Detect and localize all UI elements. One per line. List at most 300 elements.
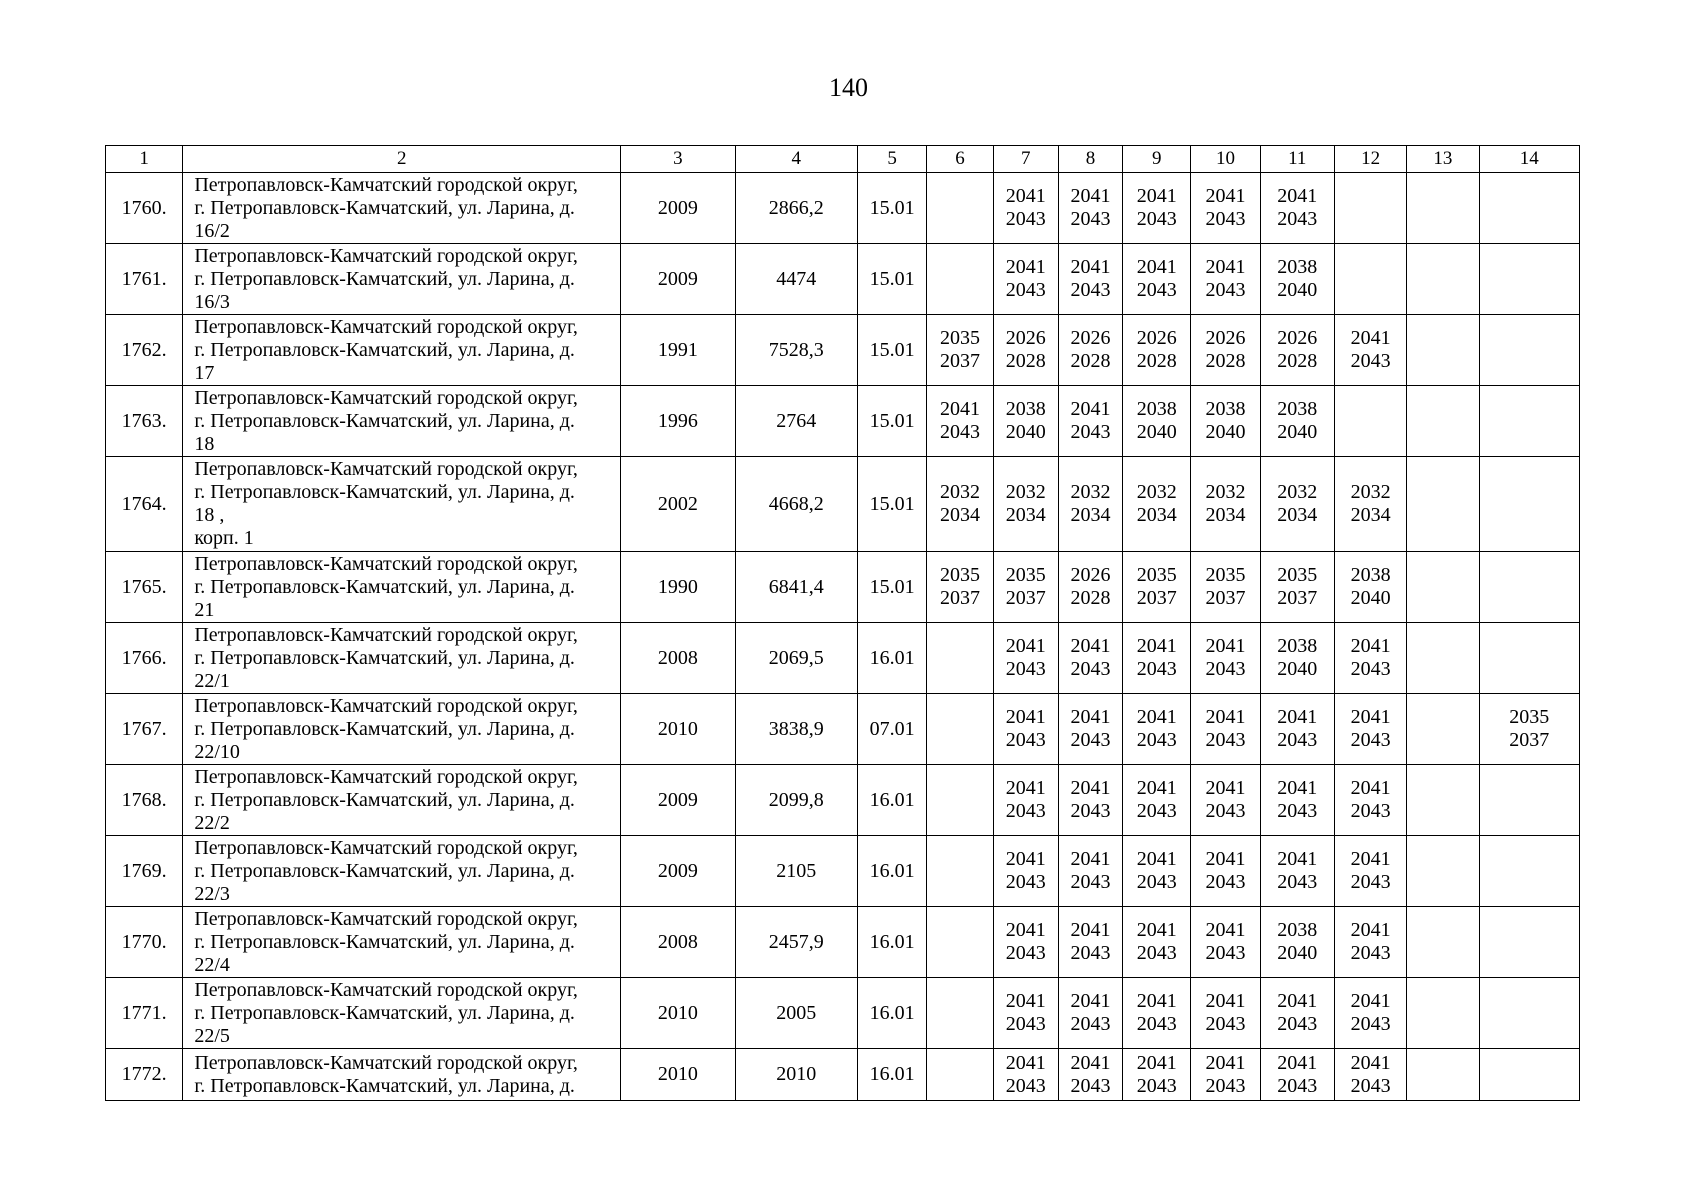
period-end-year: 2043 — [1205, 1013, 1246, 1035]
period-end-year: 2043 — [1277, 871, 1318, 893]
period-cell-col-7 — [993, 552, 1058, 623]
period-cell-col-8 — [1058, 315, 1122, 386]
period-cell-col-7 — [993, 1049, 1058, 1101]
period-end-year: 2043 — [1005, 208, 1046, 230]
build-year-cell: 2010 — [621, 1049, 735, 1101]
period-cell-col-6 — [927, 978, 993, 1049]
address-line: 18 , — [194, 504, 225, 526]
period-start-year: 2041 — [1070, 919, 1111, 941]
table-row — [106, 386, 1580, 457]
period-end-year: 2043 — [1005, 279, 1046, 301]
period-start-year: 2041 — [1070, 398, 1111, 420]
period-cell-col-8 — [1058, 552, 1122, 623]
period-end-year: 2043 — [1070, 279, 1111, 301]
period-start-year: 2041 — [1005, 777, 1046, 799]
period-end-year: 2034 — [939, 504, 980, 526]
period-cell-col-9 — [1123, 907, 1191, 978]
address-cell — [183, 1049, 621, 1101]
period-start-year: 2026 — [1277, 327, 1318, 349]
period-cell-col-14 — [1479, 836, 1580, 907]
address-line: г. Петропавловск-Камчатский, ул. Ларина, д. — [194, 481, 575, 503]
period-cell-col-13 — [1407, 907, 1479, 978]
address-line: г. Петропавловск-Камчатский, ул. Ларина, д. — [194, 196, 575, 219]
period-start-year: 2041 — [1070, 256, 1111, 278]
period-start-year: 2041 — [1136, 777, 1177, 799]
period-cell-col-7 — [993, 244, 1058, 315]
period-cell-col-12 — [1334, 386, 1406, 457]
period-cell-col-6 — [927, 457, 993, 552]
address-line: Петропавловск-Камчатский городской округ, — [194, 244, 578, 267]
period-start-year: 2035 — [1277, 564, 1318, 586]
period-cell-col-10 — [1191, 457, 1260, 552]
period-cell-col-11 — [1260, 173, 1334, 244]
period-cell-col-12 — [1334, 907, 1406, 978]
address-cell — [183, 386, 621, 457]
period-end-year: 2028 — [1205, 350, 1246, 372]
address-cell — [183, 907, 621, 978]
code-cell: 16.01 — [858, 765, 927, 836]
period-start-year: 2035 — [939, 564, 980, 586]
period-end-year: 2040 — [1205, 421, 1246, 443]
address-line: Петропавловск-Камчатский городской округ, — [194, 836, 578, 859]
period-cell-col-11 — [1260, 765, 1334, 836]
area-cell: 4668,2 — [735, 457, 857, 552]
period-end-year: 2043 — [1350, 871, 1391, 893]
period-start-year: 2041 — [1350, 327, 1391, 349]
period-cell-col-13 — [1407, 552, 1479, 623]
period-start-year: 2041 — [1277, 777, 1318, 799]
period-start-year: 2035 — [1205, 564, 1246, 586]
address-cell — [183, 623, 621, 694]
period-cell-col-14 — [1479, 386, 1580, 457]
address-cell — [183, 552, 621, 623]
period-start-year: 2041 — [1136, 919, 1177, 941]
period-cell-col-6 — [927, 765, 993, 836]
period-start-year: 2026 — [1205, 327, 1246, 349]
address-line: 16/2 — [194, 219, 230, 242]
period-cell-col-7 — [993, 978, 1058, 1049]
area-cell: 3838,9 — [735, 694, 857, 765]
table-row — [106, 173, 1580, 244]
period-cell-col-10 — [1191, 1049, 1260, 1101]
period-cell-col-9 — [1123, 173, 1191, 244]
build-year-cell: 1996 — [621, 386, 735, 457]
code-cell: 16.01 — [858, 978, 927, 1049]
period-cell-col-9 — [1123, 386, 1191, 457]
period-cell-col-8 — [1058, 457, 1122, 552]
period-cell-col-13 — [1407, 836, 1479, 907]
period-start-year: 2041 — [1005, 185, 1046, 207]
row-number-cell: 1772. — [106, 1049, 183, 1101]
period-end-year: 2043 — [1205, 1074, 1246, 1097]
period-end-year: 2043 — [1136, 729, 1177, 751]
period-cell-col-10 — [1191, 836, 1260, 907]
table-row — [106, 694, 1580, 765]
period-cell-col-6 — [927, 907, 993, 978]
period-cell-col-14 — [1479, 244, 1580, 315]
build-year-cell: 2010 — [621, 978, 735, 1049]
period-end-year: 2028 — [1070, 350, 1111, 372]
row-number-cell: 1764. — [106, 457, 183, 552]
period-cell-col-6 — [927, 315, 993, 386]
column-header-7: 7 — [993, 146, 1058, 173]
column-header-6: 6 — [927, 146, 993, 173]
period-start-year: 2041 — [1070, 185, 1111, 207]
period-cell-col-11 — [1260, 907, 1334, 978]
period-cell-col-7 — [993, 173, 1058, 244]
address-line: Петропавловск-Камчатский городской округ, — [194, 907, 578, 930]
period-end-year: 2043 — [1350, 350, 1391, 372]
period-start-year: 2041 — [1350, 635, 1391, 657]
period-start-year: 2041 — [1277, 706, 1318, 728]
period-start-year: 2041 — [1070, 777, 1111, 799]
period-end-year: 2034 — [1350, 504, 1391, 526]
address-line: 22/2 — [194, 811, 230, 834]
column-header-4: 4 — [735, 146, 857, 173]
period-start-year: 2032 — [939, 481, 980, 503]
period-end-year: 2043 — [1277, 1013, 1318, 1035]
area-cell: 2005 — [735, 978, 857, 1049]
area-cell: 2069,5 — [735, 623, 857, 694]
period-end-year: 2043 — [1136, 208, 1177, 230]
period-end-year: 2043 — [1070, 421, 1111, 443]
period-end-year: 2037 — [1205, 587, 1246, 609]
period-end-year: 2040 — [1277, 279, 1318, 301]
period-start-year: 2041 — [1136, 848, 1177, 870]
period-cell-col-9 — [1123, 315, 1191, 386]
period-cell-col-11 — [1260, 315, 1334, 386]
row-number-cell: 1763. — [106, 386, 183, 457]
period-start-year: 2041 — [1350, 1051, 1391, 1074]
period-end-year: 2043 — [1136, 279, 1177, 301]
period-cell-col-11 — [1260, 457, 1334, 552]
row-number-cell: 1761. — [106, 244, 183, 315]
period-cell-col-14 — [1479, 623, 1580, 694]
period-end-year: 2043 — [1005, 729, 1046, 751]
page-number: 140 — [829, 73, 868, 102]
column-header-1: 1 — [106, 146, 183, 173]
period-start-year: 2032 — [1070, 481, 1111, 503]
period-cell-col-6 — [927, 1049, 993, 1101]
table-body — [106, 173, 1580, 1101]
period-start-year: 2041 — [1350, 990, 1391, 1012]
period-cell-col-10 — [1191, 907, 1260, 978]
code-cell: 15.01 — [858, 457, 927, 552]
period-cell-col-12 — [1334, 623, 1406, 694]
period-start-year: 2041 — [1070, 990, 1111, 1012]
period-cell-col-9 — [1123, 623, 1191, 694]
column-header-12: 12 — [1334, 146, 1406, 173]
period-cell-col-9 — [1123, 978, 1191, 1049]
period-end-year: 2043 — [1136, 1013, 1177, 1035]
address-cell — [183, 694, 621, 765]
period-end-year: 2043 — [1070, 871, 1111, 893]
period-start-year: 2041 — [1005, 919, 1046, 941]
header-row — [106, 146, 1580, 173]
address-line: Петропавловск-Камчатский городской округ, — [194, 315, 578, 338]
area-cell: 7528,3 — [735, 315, 857, 386]
period-cell-col-14 — [1479, 765, 1580, 836]
period-cell-col-10 — [1191, 386, 1260, 457]
period-end-year: 2043 — [1205, 729, 1246, 751]
period-cell-col-7 — [993, 623, 1058, 694]
address-line: г. Петропавловск-Камчатский, ул. Ларина, д. — [194, 575, 575, 598]
period-cell-col-12 — [1334, 457, 1406, 552]
column-header-5: 5 — [858, 146, 927, 173]
build-year-cell: 2008 — [621, 907, 735, 978]
period-cell-col-12 — [1334, 552, 1406, 623]
row-number-cell: 1768. — [106, 765, 183, 836]
period-cell-col-13 — [1407, 244, 1479, 315]
period-cell-col-6 — [927, 386, 993, 457]
address-line: 22/5 — [194, 1024, 230, 1047]
period-start-year: 2041 — [1350, 777, 1391, 799]
period-end-year: 2043 — [1350, 942, 1391, 964]
table-row — [106, 623, 1580, 694]
period-cell-col-6 — [927, 173, 993, 244]
period-cell-col-8 — [1058, 386, 1122, 457]
period-start-year: 2038 — [1005, 398, 1046, 420]
period-end-year: 2043 — [1205, 871, 1246, 893]
address-line: г. Петропавловск-Камчатский, ул. Ларина, д. — [194, 1074, 575, 1097]
row-number-cell: 1762. — [106, 315, 183, 386]
period-cell-col-9 — [1123, 244, 1191, 315]
period-cell-col-13 — [1407, 457, 1479, 552]
period-cell-col-14 — [1479, 457, 1580, 552]
period-start-year: 2038 — [1205, 398, 1246, 420]
period-start-year: 2032 — [1005, 481, 1046, 503]
period-cell-col-13 — [1407, 978, 1479, 1049]
period-cell-col-11 — [1260, 694, 1334, 765]
period-end-year: 2037 — [1509, 729, 1550, 751]
address-cell — [183, 765, 621, 836]
table-row — [106, 552, 1580, 623]
address-cell — [183, 978, 621, 1049]
period-start-year: 2041 — [1205, 1051, 1246, 1074]
period-end-year: 2037 — [1136, 587, 1177, 609]
period-end-year: 2043 — [1350, 729, 1391, 751]
period-end-year: 2043 — [1136, 942, 1177, 964]
period-cell-col-14 — [1479, 1049, 1580, 1101]
period-cell-col-12 — [1334, 836, 1406, 907]
build-year-cell: 1990 — [621, 552, 735, 623]
period-cell-col-7 — [993, 765, 1058, 836]
period-cell-col-9 — [1123, 552, 1191, 623]
period-cell-col-11 — [1260, 978, 1334, 1049]
period-cell-col-8 — [1058, 836, 1122, 907]
period-end-year: 2037 — [939, 350, 980, 372]
period-cell-col-8 — [1058, 244, 1122, 315]
address-line: г. Петропавловск-Камчатский, ул. Ларина, д. — [194, 717, 575, 740]
column-header-2: 2 — [183, 146, 621, 173]
period-cell-col-11 — [1260, 386, 1334, 457]
period-cell-col-6 — [927, 694, 993, 765]
period-cell-col-10 — [1191, 623, 1260, 694]
table-row — [106, 765, 1580, 836]
address-line: Петропавловск-Камчатский городской округ, — [194, 458, 578, 480]
period-cell-col-7 — [993, 457, 1058, 552]
period-cell-col-7 — [993, 386, 1058, 457]
code-cell: 16.01 — [858, 1049, 927, 1101]
address-line: г. Петропавловск-Камчатский, ул. Ларина, д. — [194, 930, 575, 953]
address-line: 22/1 — [194, 669, 230, 692]
table-row — [106, 978, 1580, 1049]
address-line: Петропавловск-Камчатский городской округ, — [194, 765, 578, 788]
period-end-year: 2043 — [1070, 800, 1111, 822]
code-cell: 15.01 — [858, 173, 927, 244]
period-end-year: 2043 — [1136, 800, 1177, 822]
period-cell-col-13 — [1407, 173, 1479, 244]
period-start-year: 2041 — [1005, 848, 1046, 870]
period-end-year: 2034 — [1005, 504, 1046, 526]
period-cell-col-8 — [1058, 694, 1122, 765]
period-end-year: 2043 — [1005, 942, 1046, 964]
period-end-year: 2043 — [1070, 208, 1111, 230]
period-end-year: 2037 — [939, 587, 980, 609]
period-cell-col-9 — [1123, 457, 1191, 552]
period-end-year: 2043 — [1350, 800, 1391, 822]
address-line: г. Петропавловск-Камчатский, ул. Ларина, д. — [194, 1001, 575, 1024]
build-year-cell: 2009 — [621, 836, 735, 907]
period-start-year: 2041 — [1277, 1051, 1318, 1074]
period-start-year: 2041 — [1205, 919, 1246, 941]
row-number-cell: 1771. — [106, 978, 183, 1049]
period-end-year: 2028 — [1005, 350, 1046, 372]
period-end-year: 2034 — [1205, 504, 1246, 526]
period-start-year: 2032 — [1277, 481, 1318, 503]
period-cell-col-11 — [1260, 1049, 1334, 1101]
table-row — [106, 907, 1580, 978]
period-cell-col-10 — [1191, 315, 1260, 386]
period-start-year: 2041 — [1350, 848, 1391, 870]
period-start-year: 2038 — [1136, 398, 1177, 420]
period-cell-col-7 — [993, 694, 1058, 765]
period-start-year: 2041 — [1277, 990, 1318, 1012]
address-line: Петропавловск-Камчатский городской округ, — [194, 978, 578, 1001]
period-end-year: 2043 — [1205, 942, 1246, 964]
period-cell-col-6 — [927, 552, 993, 623]
address-line: г. Петропавловск-Камчатский, ул. Ларина, д. — [194, 338, 575, 361]
build-year-cell: 2010 — [621, 694, 735, 765]
period-cell-col-10 — [1191, 765, 1260, 836]
address-line: 18 — [194, 432, 215, 455]
address-line: г. Петропавловск-Камчатский, ул. Ларина, д. — [194, 859, 575, 882]
address-line: 16/3 — [194, 290, 230, 313]
address-line: г. Петропавловск-Камчатский, ул. Ларина, д. — [194, 788, 575, 811]
period-cell-col-7 — [993, 315, 1058, 386]
period-start-year: 2041 — [1070, 706, 1111, 728]
period-end-year: 2043 — [1070, 729, 1111, 751]
period-start-year: 2032 — [1136, 481, 1177, 503]
period-start-year: 2041 — [1277, 185, 1318, 207]
period-start-year: 2041 — [1005, 990, 1046, 1012]
address-line: 17 — [194, 361, 215, 384]
address-line: 22/4 — [194, 953, 230, 976]
period-end-year: 2037 — [1277, 587, 1318, 609]
address-line: Петропавловск-Камчатский городской округ, — [194, 694, 578, 717]
period-start-year: 2041 — [1136, 990, 1177, 1012]
address-line: г. Петропавловск-Камчатский, ул. Ларина, д. — [194, 409, 575, 432]
period-cell-col-12 — [1334, 694, 1406, 765]
period-cell-col-12 — [1334, 173, 1406, 244]
code-cell: 16.01 — [858, 836, 927, 907]
row-number-cell: 1765. — [106, 552, 183, 623]
code-cell: 15.01 — [858, 386, 927, 457]
period-start-year: 2041 — [1277, 848, 1318, 870]
period-start-year: 2035 — [1136, 564, 1177, 586]
period-end-year: 2043 — [1005, 1013, 1046, 1035]
period-end-year: 2043 — [1005, 658, 1046, 680]
period-start-year: 2038 — [1277, 398, 1318, 420]
address-line: корп. 1 — [194, 527, 254, 549]
period-cell-col-11 — [1260, 836, 1334, 907]
period-start-year: 2038 — [1277, 635, 1318, 657]
period-cell-col-6 — [927, 836, 993, 907]
table-row — [106, 244, 1580, 315]
period-start-year: 2026 — [1136, 327, 1177, 349]
address-line: Петропавловск-Камчатский городской округ, — [194, 173, 578, 196]
period-end-year: 2043 — [1136, 658, 1177, 680]
period-cell-col-14 — [1479, 315, 1580, 386]
period-cell-col-7 — [993, 836, 1058, 907]
period-start-year: 2041 — [939, 398, 980, 420]
period-cell-col-11 — [1260, 552, 1334, 623]
period-cell-col-13 — [1407, 315, 1479, 386]
period-end-year: 2043 — [1277, 208, 1318, 230]
row-number-cell: 1770. — [106, 907, 183, 978]
period-end-year: 2040 — [1277, 942, 1318, 964]
period-cell-col-13 — [1407, 386, 1479, 457]
period-end-year: 2034 — [1070, 504, 1111, 526]
column-header-9: 9 — [1123, 146, 1191, 173]
address-line: 21 — [194, 598, 215, 621]
period-end-year: 2040 — [1277, 421, 1318, 443]
period-cell-col-9 — [1123, 694, 1191, 765]
period-start-year: 2041 — [1136, 185, 1177, 207]
period-end-year: 2043 — [1136, 1074, 1177, 1097]
address-line: 22/10 — [194, 740, 240, 763]
period-end-year: 2040 — [1136, 421, 1177, 443]
address-cell — [183, 836, 621, 907]
row-number-cell: 1769. — [106, 836, 183, 907]
period-start-year: 2041 — [1205, 635, 1246, 657]
period-end-year: 2028 — [1136, 350, 1177, 372]
period-start-year: 2026 — [1005, 327, 1046, 349]
period-start-year: 2035 — [1005, 564, 1046, 586]
period-end-year: 2043 — [939, 421, 980, 443]
period-start-year: 2041 — [1005, 1051, 1046, 1074]
period-cell-col-8 — [1058, 765, 1122, 836]
period-cell-col-13 — [1407, 623, 1479, 694]
row-number-cell: 1760. — [106, 173, 183, 244]
column-header-14: 14 — [1479, 146, 1580, 173]
period-cell-col-8 — [1058, 173, 1122, 244]
area-cell: 2105 — [735, 836, 857, 907]
period-start-year: 2041 — [1005, 635, 1046, 657]
period-end-year: 2034 — [1277, 504, 1318, 526]
period-start-year: 2041 — [1136, 1051, 1177, 1074]
column-header-3: 3 — [621, 146, 735, 173]
period-end-year: 2043 — [1350, 1074, 1391, 1097]
period-cell-col-6 — [927, 244, 993, 315]
period-cell-col-6 — [927, 623, 993, 694]
period-cell-col-13 — [1407, 694, 1479, 765]
period-start-year: 2041 — [1205, 706, 1246, 728]
period-cell-col-14 — [1479, 907, 1580, 978]
period-start-year: 2026 — [1070, 327, 1111, 349]
period-end-year: 2034 — [1136, 504, 1177, 526]
period-cell-col-11 — [1260, 623, 1334, 694]
